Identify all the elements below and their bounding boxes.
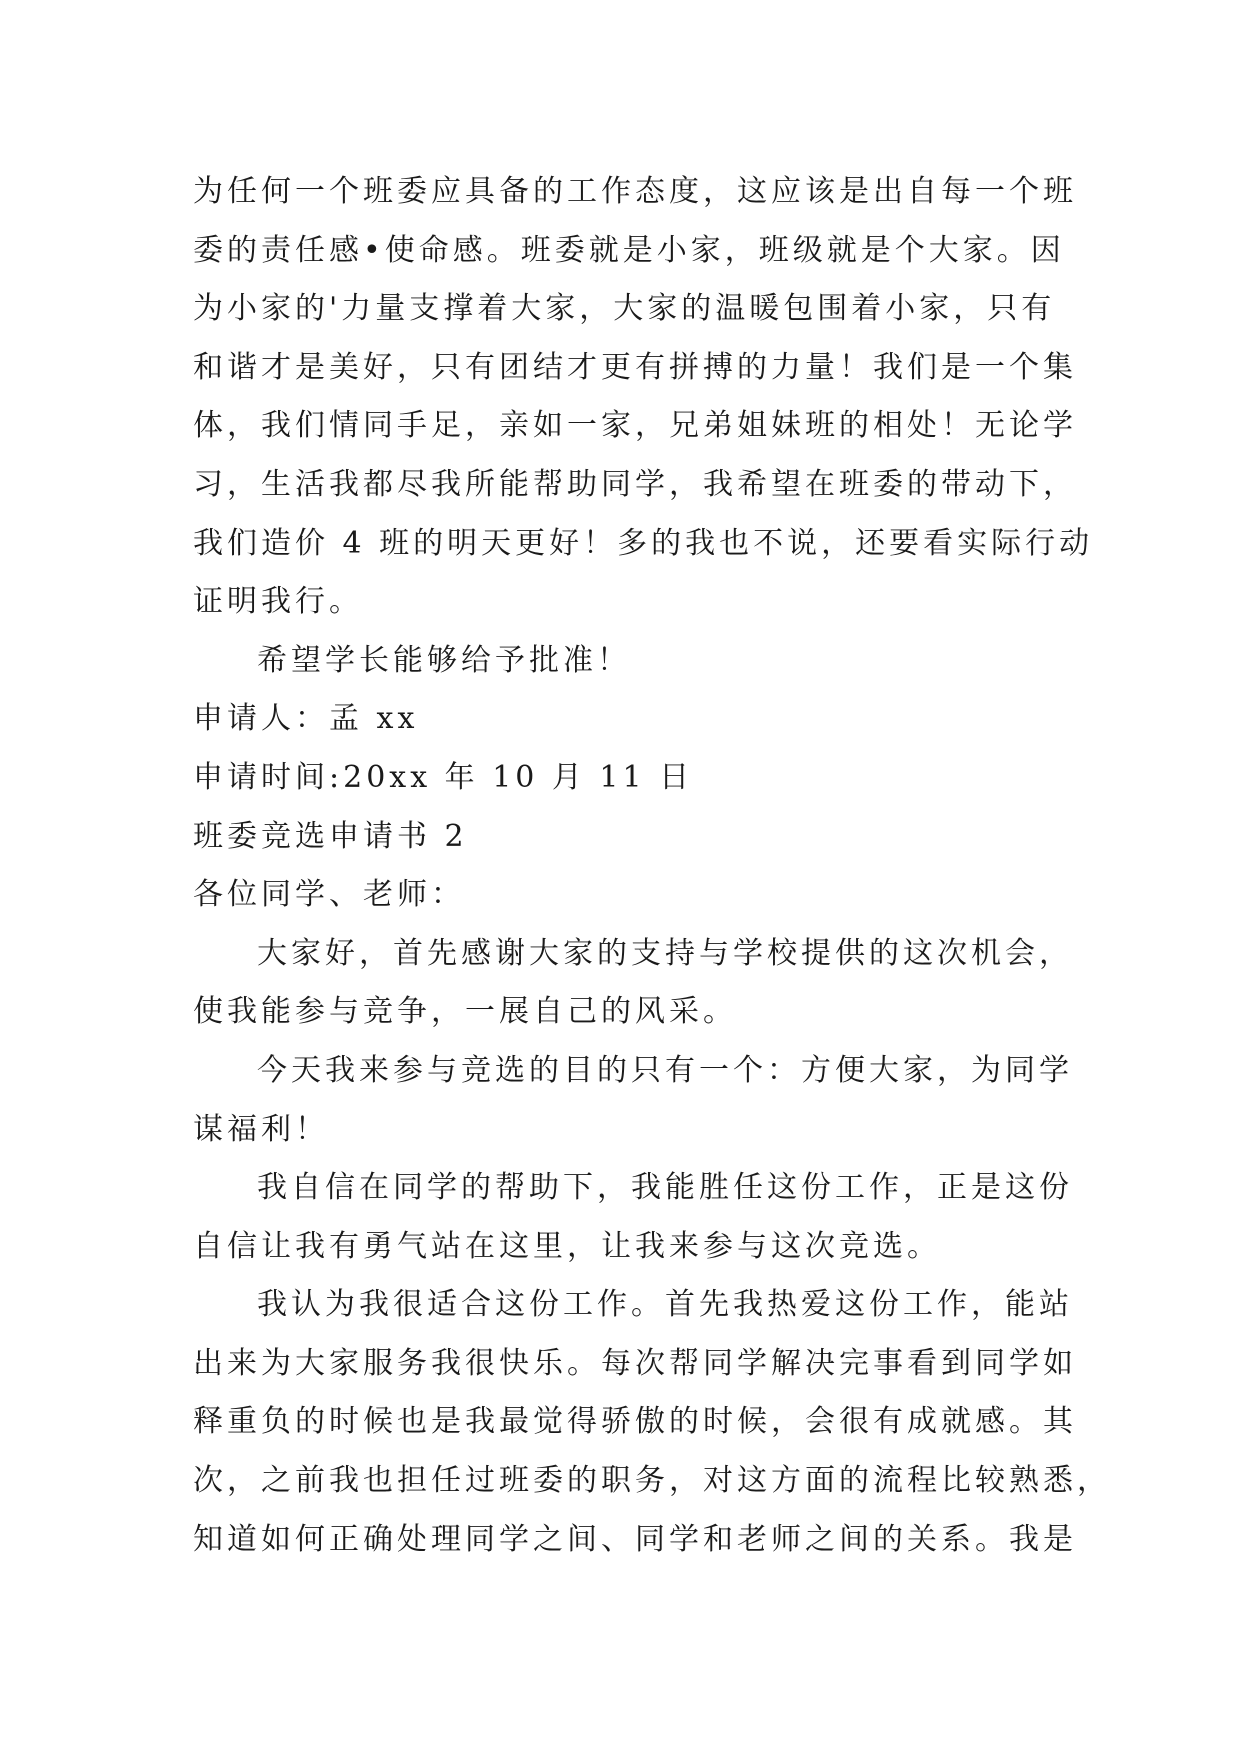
text-line: 释重负的时候也是我最觉得骄傲的时候，会很有成就感。其 — [193, 1404, 1077, 1440]
text-line: 知道如何正确处理同学之间、同学和老师之间的关系。我是 — [193, 1521, 1077, 1557]
text-line: 使我能参与竞争，一展自己的风采。 — [193, 994, 737, 1030]
text-line: 班委竞选申请书 2 — [193, 818, 468, 854]
text-line: 申请时间:20xx 年 10 月 11 日 — [193, 759, 694, 795]
text-line: 证明我行。 — [193, 584, 363, 620]
text-line: 希望学长能够给予批准！ — [257, 642, 631, 678]
text-line: 大家好，首先感谢大家的支持与学校提供的这次机会， — [257, 935, 1073, 971]
text-line: 我认为我很适合这份工作。首先我热爱这份工作，能站 — [257, 1287, 1073, 1323]
text-line: 今天我来参与竞选的目的只有一个：方便大家，为同学 — [257, 1052, 1073, 1088]
text-line: 出来为大家服务我很快乐。每次帮同学解决完事看到同学如 — [193, 1345, 1077, 1381]
text-line: 体，我们情同手足，亲如一家，兄弟姐妹班的相处！无论学 — [193, 408, 1077, 444]
text-line: 为小家的'力量支撑着大家，大家的温暖包围着小家，只有 — [193, 291, 1056, 327]
text-line: 申请人：孟 xx — [193, 701, 419, 737]
text-line: 我们造价 4 班的明天更好！多的我也不说，还要看实际行动 — [193, 525, 1094, 561]
text-line: 自信让我有勇气站在这里，让我来参与这次竞选。 — [193, 1228, 941, 1264]
text-line: 委的责任感•使命感。班委就是小家，班级就是个大家。因 — [193, 232, 1065, 268]
text-line: 次，之前我也担任过班委的职务，对这方面的流程比较熟悉， — [193, 1463, 1111, 1499]
text-line: 我自信在同学的帮助下，我能胜任这份工作，正是这份 — [257, 1170, 1073, 1206]
text-line: 为任何一个班委应具备的工作态度，这应该是出自每一个班 — [193, 174, 1077, 209]
text-line: 谋福利！ — [193, 1111, 329, 1147]
text-line: 各位同学、老师： — [193, 877, 465, 913]
text-line: 习，生活我都尽我所能帮助同学，我希望在班委的带动下， — [193, 466, 1077, 502]
document-body — [193, 163, 1111, 1569]
text-line: 和谐才是美好，只有团结才更有拼搏的力量！我们是一个集 — [193, 349, 1077, 385]
